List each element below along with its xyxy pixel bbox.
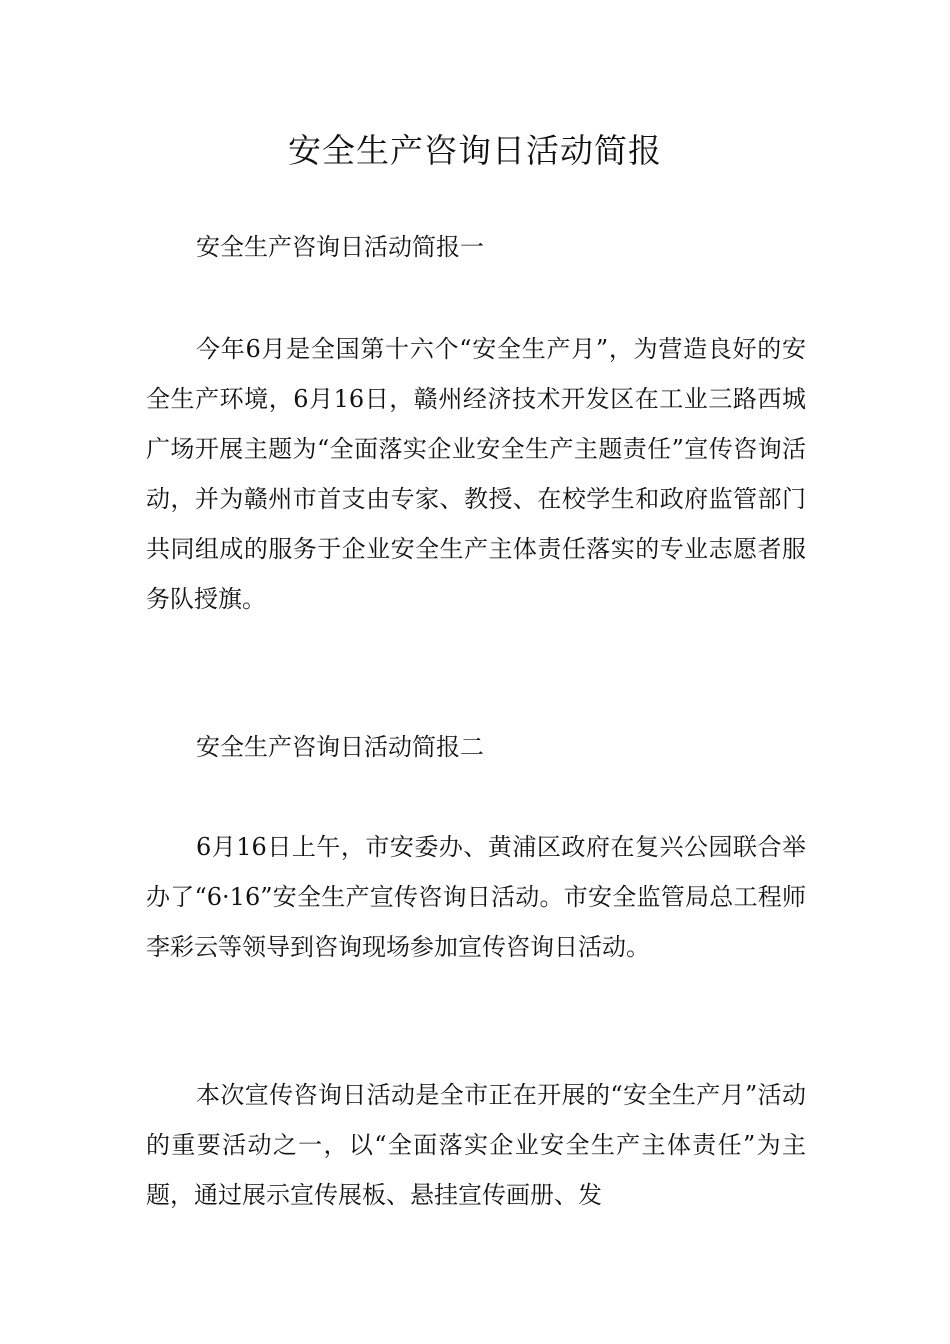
section-heading-1: 安全生产咨询日活动简报一 <box>196 233 484 261</box>
section-2-paragraph-1: 6月16日上午，市安委办、黄浦区政府在复兴公园联合举办了“6·16”安全生产宣传咨询日活动。市安全监管局总工程师李彩云等领导到咨询现场参加宣传咨询日活动。 <box>146 833 806 961</box>
section-heading-2: 安全生产咨询日活动简报二 <box>196 733 484 761</box>
document-title: 安全生产咨询日活动简报 <box>288 131 662 170</box>
section-1-paragraph: 今年6月是全国第十六个“安全生产月”，为营造良好的安全生产环境，6月16日，赣州经济技术开发区在工业三路西城广场开展主题为“全面落实企业安全生产主题责任”宣传咨询活动，并为赣州市首支由专家、教授、在校学生和政府监管部门共同组成的服务于企业安全生产主体责任落实的专业志愿者服务队授旗。 <box>146 335 806 613</box>
section-2-paragraph-2: 本次宣传咨询日活动是全市正在开展的“安全生产月”活动的重要活动之一，以“全面落实企业安全生产主体责任”为主题，通过展示宣传展板、悬挂宣传画册、发 <box>146 1081 806 1209</box>
